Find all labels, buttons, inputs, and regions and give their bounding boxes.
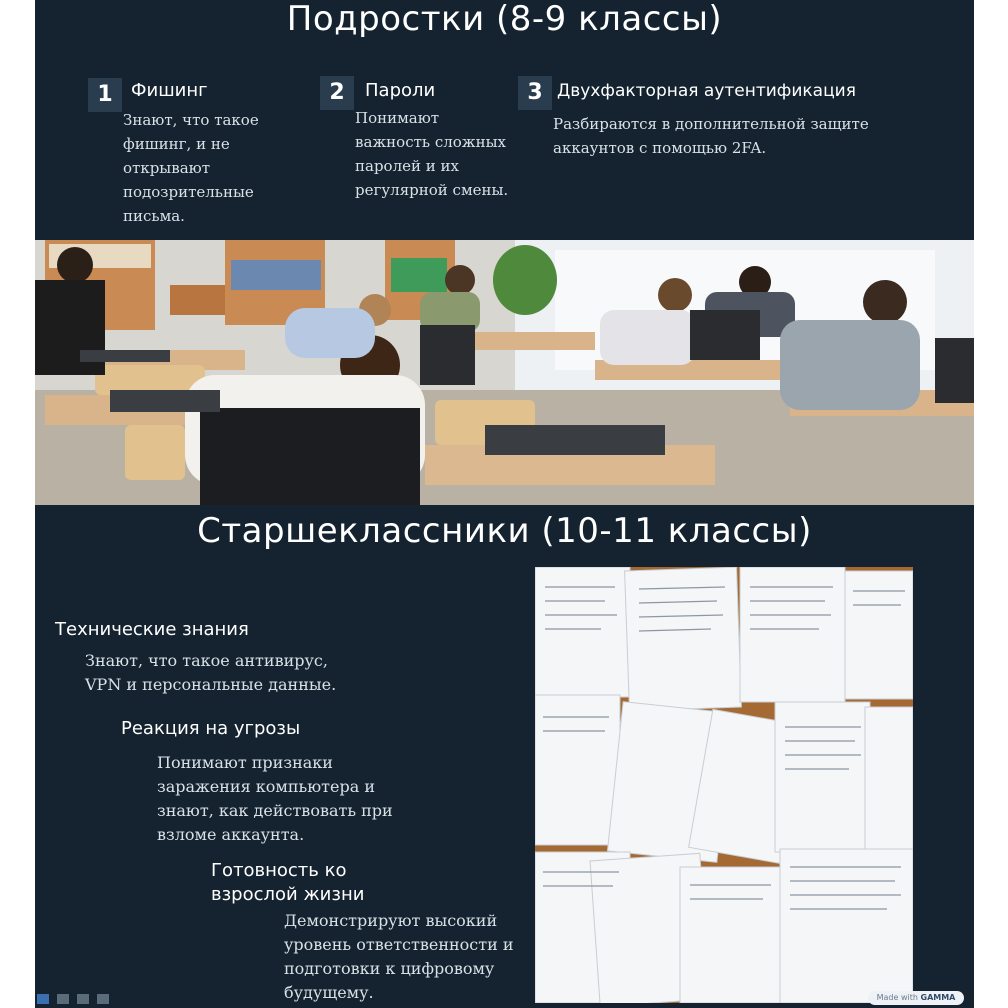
section-heading-threats: Реакция на угрозы <box>121 718 301 739</box>
number-badge-2: 2 <box>320 76 354 110</box>
number-badge-3: 3 <box>518 76 552 110</box>
nav-prev-icon[interactable] <box>57 994 69 1004</box>
made-with-gamma-badge[interactable]: Made with GAMMA <box>868 991 964 1005</box>
section-text-threats: Понимают признаки заражения компьютера и знают, как действовать при взломе аккаунта. <box>157 753 393 844</box>
slide-seniors <box>35 505 974 1008</box>
card-text-passwords: Понимают важность сложных паролей и их регулярной смены. <box>355 109 509 199</box>
test-papers-photo <box>535 567 913 1003</box>
slide-nav-icons[interactable] <box>37 994 127 1006</box>
test-papers-illustration <box>535 567 913 1003</box>
nav-back-icon[interactable] <box>37 994 49 1004</box>
section-heading-adult-life: Готовность ко взрослой жизни <box>211 860 365 905</box>
card-heading-passwords: Пароли <box>365 80 436 101</box>
nav-slides-icon[interactable] <box>77 994 89 1004</box>
section-heading-technical: Технические знания <box>55 619 249 640</box>
card-text-phishing: Знают, что такое фишинг, и не открывают подозрительные письма. <box>123 111 259 225</box>
classroom-photo <box>35 240 974 505</box>
card-heading-2fa: Двухфакторная аутентификация <box>557 81 856 101</box>
slide-teens <box>35 0 974 240</box>
card-heading-phishing: Фишинг <box>131 80 208 101</box>
nav-next-icon[interactable] <box>97 994 109 1004</box>
number-badge-1: 1 <box>88 78 122 112</box>
classroom-illustration <box>35 240 974 505</box>
slide-title-seniors: Старшеклассники (10-11 классы) <box>197 511 812 551</box>
card-text-2fa: Разбираются в дополнительной защите аккаунтов с помощью 2FA. <box>553 115 869 157</box>
section-text-adult-life: Демонстрируют высокий уровень ответственности и подготовки к цифровому будущему. <box>284 911 514 1002</box>
slide-title-teens: Подростки (8-9 классы) <box>286 0 723 39</box>
section-text-technical: Знают, что такое антивирус, VPN и персональные данные. <box>85 651 337 694</box>
